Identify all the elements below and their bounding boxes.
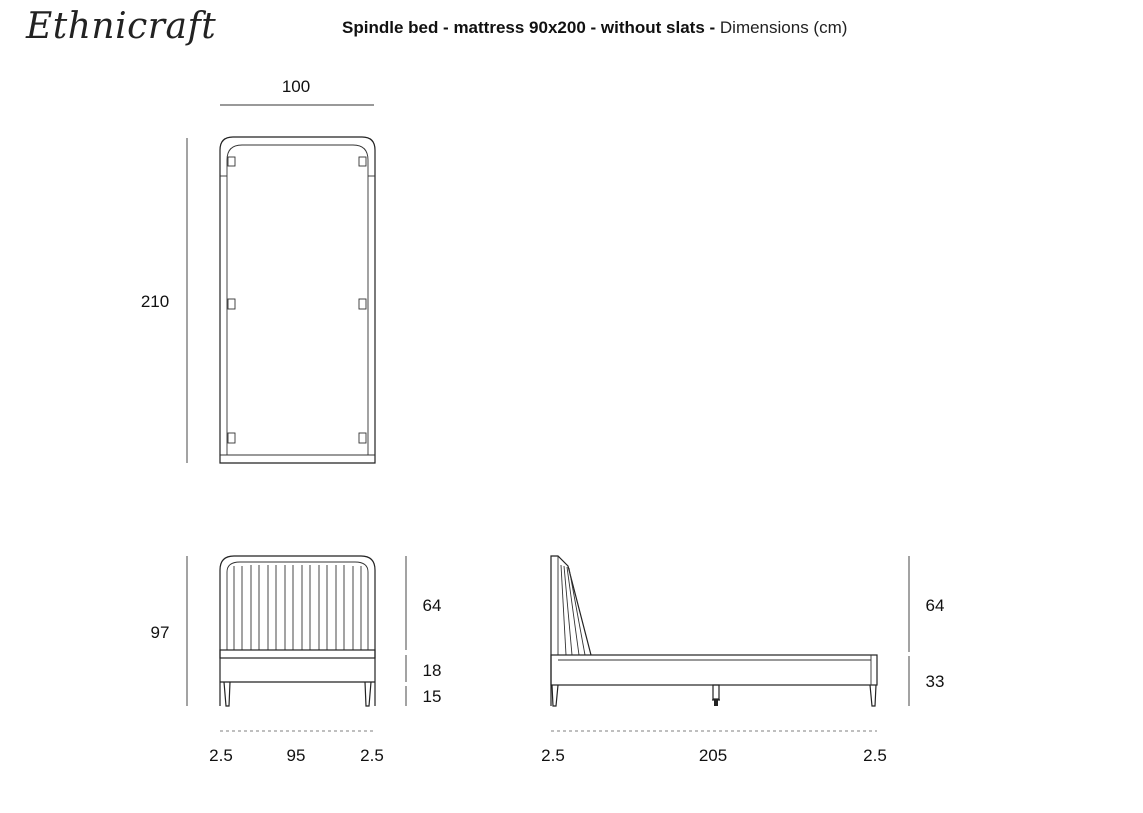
front-inner-width: 95 xyxy=(286,746,306,765)
side-leg-left xyxy=(552,685,558,706)
top-view xyxy=(141,77,375,463)
bracket xyxy=(228,299,235,309)
title-bold: Spindle bed - mattress 90x200 - without slats - xyxy=(342,18,716,37)
front-spindles xyxy=(234,565,361,650)
bracket xyxy=(359,433,366,443)
front-leg-height: 15 xyxy=(422,687,442,706)
front-side-right: 2.5 xyxy=(360,746,384,765)
front-headboard-inner xyxy=(227,562,368,650)
side-spindles xyxy=(561,565,585,655)
brand-logo: Ethnicraft xyxy=(26,6,217,47)
front-leg-right xyxy=(365,682,371,706)
side-inner-length: 205 xyxy=(698,746,728,765)
front-side-left: 2.5 xyxy=(209,746,233,765)
front-height-total: 97 xyxy=(150,623,170,642)
top-frame-outer xyxy=(220,137,375,463)
side-headboard-height: 64 xyxy=(925,596,945,615)
side-rail xyxy=(551,655,877,685)
bracket xyxy=(359,299,366,309)
top-frame-inner xyxy=(227,145,368,455)
side-base-height: 33 xyxy=(925,672,945,691)
front-view xyxy=(151,556,442,765)
bracket xyxy=(228,433,235,443)
side-leg-right xyxy=(870,685,876,706)
front-leg-left xyxy=(224,682,230,706)
front-headboard-height: 64 xyxy=(422,596,442,615)
side-end-left: 2.5 xyxy=(541,746,565,765)
front-headboard-outline xyxy=(220,556,375,706)
top-width-label: 100 xyxy=(281,77,311,96)
front-frame-height: 18 xyxy=(422,661,442,680)
front-frame-top xyxy=(220,650,375,658)
side-view xyxy=(541,556,944,765)
side-center-support xyxy=(713,685,719,699)
bracket xyxy=(359,157,366,166)
side-end-right: 2.5 xyxy=(863,746,887,765)
bracket xyxy=(228,157,235,166)
title-light: Dimensions (cm) xyxy=(719,18,848,37)
top-length-label: 210 xyxy=(140,292,170,311)
side-center-foot-pad xyxy=(714,700,718,706)
